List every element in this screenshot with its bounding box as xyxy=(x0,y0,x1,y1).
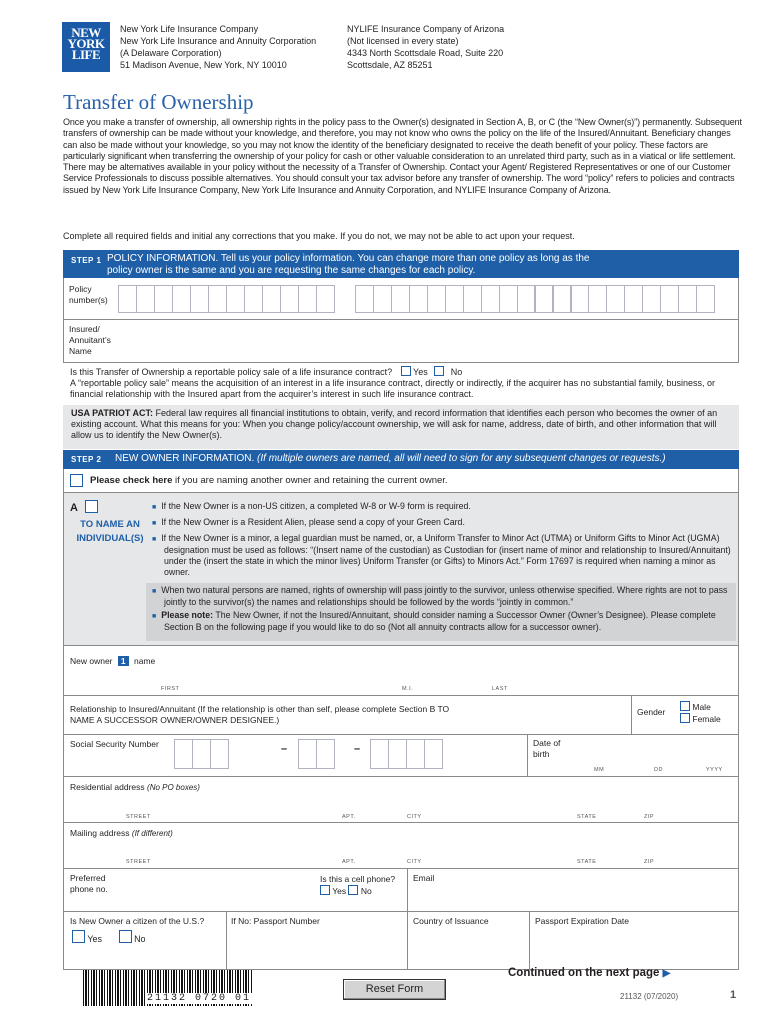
passport-number-input[interactable] xyxy=(231,928,406,964)
arrow-right-icon: ▶ xyxy=(662,968,671,979)
patriot-act-text: Federal law requires all financial institutions to obtain, verify, and record information that identifies each person who becomes the owner of an existing account. What this means for you: When you change policy/account ownership, we will ask for name, address, date of birth, and other information that will allow us to identify the New Owner(s). xyxy=(71,408,718,440)
step2-text xyxy=(115,453,666,464)
mail-addr-label: Mailing address xyxy=(70,828,130,838)
res-apt-caption: APT. xyxy=(342,814,356,820)
address-line: 4343 North Scottsdale Road, Suite 220 xyxy=(347,48,504,58)
bullet-item: ■ If the New Owner is a minor, a legal guardian must be named, or, a Uniform Transfer to Minor Act (UTMA) or Uniform Gifts to Minor Act (UGMA) designation must be used as follows: “(Insert name of the custodian) as Custodian for (insert name of minor and relationship to Insured/Annuitant) under the (insert the state in which the minor lives) Uniform Transfer (or Gifts) to Minors Act.” Form 17697 is required when naming a minor as owner. xyxy=(152,533,732,578)
reportable-definition: A “reportable policy sale” means the acquisition of an interest in a life insurance contract, directly or indirectly, if the acquirer has no substantial family, business, or financial relationship with the Insured apart from the acquirer’s interest in such life insurance contract. xyxy=(70,378,715,399)
ssn-input-part1[interactable] xyxy=(174,739,229,769)
step1-heading: POLICY INFORMATION. xyxy=(107,253,219,264)
gender-male-checkbox[interactable] xyxy=(680,701,690,711)
phone-label: Preferred phone no. xyxy=(70,873,108,894)
reportable-question xyxy=(70,366,462,377)
cell-yes-label: Yes xyxy=(332,886,347,896)
new-owner-form xyxy=(63,645,739,970)
section-a-box xyxy=(63,493,739,645)
new-owner-label: New owner xyxy=(70,656,113,666)
continued-text: Continued on the next page xyxy=(508,967,660,979)
please-note-head: Please note: xyxy=(161,610,214,620)
barcode-number: 21132 0720 01 xyxy=(147,993,252,1004)
retain-owner-text xyxy=(90,475,448,486)
gender-female-checkbox[interactable] xyxy=(680,713,690,723)
citizen-yes-checkbox[interactable] xyxy=(72,930,85,943)
section-a-checkbox[interactable] xyxy=(85,500,98,513)
section-a-title: TO NAME AN INDIVIDUAL(S) xyxy=(76,519,144,544)
logo-line: NEW xyxy=(71,25,101,40)
policy-number-row xyxy=(63,278,739,320)
intro-paragraph: Once you make a transfer of ownership, all ownership rights in the policy pass to the Owner(s) designated in Section A, B, or C (the “New Owner(s)”) permanently. Subsequent transfers of ownership can be made without your knowledge, and therefore, you may not know who owns the policy on the life of the Insured/Annuitant. Beneficiary changes can also be made without your knowledge, so you may not know the identity of the beneficiary designated to receive the death benefit of your policy. These factors are particularly significant when transferring the ownership of your policy for cash or other valuable consideration to an unrelated third party, such as in a viatical or life settlement. There may be alternatives available in your policy without the necessity of a Transfer of Ownership. Contact your Agent/ Registered Representatives or one of our Customer Service Professionals to discuss possible alternatives. You should consult your tax advisor before any transfer of ownership. The word “policy” refers to policies and contracts issued by New York Life Insurance Company, New York Life Insurance and Annuity Corporation, and NYLIFE Insurance Company of Arizona. xyxy=(63,117,742,195)
step1-text-line1: Tell us your policy information. You can change more than one policy as long as the xyxy=(220,253,590,264)
left-address-block xyxy=(120,23,316,71)
address-line: NYLIFE Insurance Company of Arizona xyxy=(347,24,505,34)
country-issuance-label: Country of Issuance xyxy=(413,916,489,926)
retain-owner-checkbox[interactable] xyxy=(70,474,83,487)
mail-city-caption: CITY xyxy=(407,859,422,865)
dob-input[interactable] xyxy=(574,738,734,768)
ssn-dash: – xyxy=(281,743,288,755)
ssn-input-part3[interactable] xyxy=(370,739,443,769)
name-label: name xyxy=(134,656,156,666)
relationship-label: Relationship to Insured/Annuitant (If the relationship is other than self, please complete Section B TO NAME A SUCCESSOR OWNER/OWNER DESIGNEE.) xyxy=(70,704,450,725)
residential-address-input[interactable] xyxy=(70,792,730,812)
please-note-text: The New Owner, if not the Insured/Annuitant, should consider naming a Successor Owner (Owner’s Designee). Please complete Section B on the following page if you would like to do so (Not all annuity contracts allow for a successor owner). xyxy=(164,610,716,632)
new-owner-number: 1 xyxy=(118,656,129,666)
address-line: New York Life Insurance Company xyxy=(120,24,259,34)
page-title: Transfer of Ownership xyxy=(63,90,254,114)
reportable-no-checkbox[interactable] xyxy=(434,366,444,376)
step2-header xyxy=(63,450,739,469)
ssn-label: Social Security Number xyxy=(70,739,159,749)
step1-header xyxy=(63,250,739,278)
reset-form-button[interactable]: Reset Form xyxy=(343,979,446,1000)
middle-initial-caption: M.I. xyxy=(402,686,414,692)
barcode xyxy=(83,970,253,1006)
mail-street-caption: STREET xyxy=(126,859,151,865)
continued-next-page xyxy=(508,967,670,979)
please-note-bullet xyxy=(152,610,730,633)
policy-number-input-3[interactable] xyxy=(534,285,715,313)
dob-mm-caption: MM xyxy=(594,767,605,773)
email-input[interactable] xyxy=(444,872,734,908)
section-a-bullets xyxy=(152,501,732,578)
last-name-caption: LAST xyxy=(492,686,508,692)
step1-text-line2: policy owner is the same and you are requesting the same changes for each policy. xyxy=(107,265,476,276)
mailing-address-input[interactable] xyxy=(70,838,730,858)
new-owner-name-input[interactable] xyxy=(164,656,734,682)
policy-number-label: Policy number(s) xyxy=(69,284,108,305)
email-label: Email xyxy=(413,873,435,883)
new-york-life-logo xyxy=(62,22,110,72)
reportable-question-text: Is this Transfer of Ownership a reportable policy sale of a life insurance contract? xyxy=(70,367,393,377)
page-number: 1 xyxy=(730,989,737,1001)
complete-note: Complete all required fields and initial any corrections that you make. If you do not, we may not be able to act upon your request. xyxy=(63,231,575,241)
insured-name-row[interactable] xyxy=(63,320,739,363)
reportable-yes-checkbox[interactable] xyxy=(401,366,411,376)
patriot-act-heading: USA PATRIOT ACT: xyxy=(71,408,153,418)
patriot-act-box xyxy=(63,405,739,449)
mail-state-caption: STATE xyxy=(577,859,597,865)
address-line: New York Life Insurance and Annuity Corporation xyxy=(120,36,317,46)
logo-line: YORK xyxy=(67,36,105,51)
address-line: Scottsdale, AZ 85251 xyxy=(347,60,433,70)
cell-question-text: Is this a cell phone? xyxy=(320,874,396,884)
mail-apt-caption: APT. xyxy=(342,859,356,865)
cell-no-checkbox[interactable] xyxy=(348,885,358,895)
policy-number-input-1[interactable] xyxy=(118,285,335,313)
dob-yyyy-caption: YYYY xyxy=(706,767,723,773)
reportable-yes-label: Yes xyxy=(413,367,428,377)
citizen-no-label: No xyxy=(134,934,146,944)
citizen-no-checkbox[interactable] xyxy=(119,930,132,943)
address-line: (Not licensed in every state) xyxy=(347,36,459,46)
address-line: (A Delaware Corporation) xyxy=(120,48,222,58)
cell-yes-checkbox[interactable] xyxy=(320,885,330,895)
passport-expiration-input[interactable] xyxy=(535,928,735,964)
step2-heading: NEW OWNER INFORMATION. xyxy=(115,453,255,464)
bullet-item: ■ If the New Owner is a Resident Alien, please send a copy of your Green Card. xyxy=(152,517,732,529)
insured-name-label: Insured/ Annuitant’s Name xyxy=(69,324,111,356)
first-name-caption: FIRST xyxy=(161,686,180,692)
passport-expiration-label: Passport Expiration Date xyxy=(535,916,630,926)
mail-zip-caption: ZIP xyxy=(644,859,655,865)
check-here-rest: if you are naming another owner and retaining the current owner. xyxy=(175,475,448,486)
res-zip-caption: ZIP xyxy=(644,814,655,820)
mail-addr-note: (If different) xyxy=(131,829,173,838)
citizen-yes-label: Yes xyxy=(87,934,103,944)
new-owner-name-label xyxy=(70,656,155,666)
res-state-caption: STATE xyxy=(577,814,597,820)
step2-subheading: (If multiple owners are named, all will need to sign for any subsequent changes or requests.) xyxy=(257,453,666,464)
country-issuance-input[interactable] xyxy=(413,928,528,964)
res-street-caption: STREET xyxy=(126,814,151,820)
passport-number-label: If No: Passport Number xyxy=(231,916,320,926)
citizen-options xyxy=(72,930,146,944)
right-address-block xyxy=(347,23,504,71)
dob-dd-caption: DD xyxy=(654,767,663,773)
section-a-notes xyxy=(146,583,736,641)
step1-text xyxy=(107,253,589,277)
residential-address-label xyxy=(70,782,200,792)
bullet-item: ■ If the New Owner is a non-US citizen, a completed W-8 or W-9 form is required. xyxy=(152,501,732,513)
citizen-question: Is New Owner a citizen of the U.S.? xyxy=(70,916,205,926)
res-city-caption: CITY xyxy=(407,814,422,820)
cell-no-label: No xyxy=(360,886,372,896)
ssn-input-part2[interactable] xyxy=(298,739,335,769)
step2-label: STEP 2 xyxy=(71,455,102,464)
logo-line: LIFE xyxy=(71,47,101,62)
gender-options xyxy=(680,701,721,725)
section-a-letter xyxy=(70,500,98,514)
cell-phone-question xyxy=(320,873,395,897)
relationship-input[interactable] xyxy=(70,698,630,733)
reportable-no-label: No xyxy=(450,367,463,377)
phone-input[interactable] xyxy=(130,872,300,908)
res-addr-label: Residential address xyxy=(70,782,145,792)
address-line: 51 Madison Avenue, New York, NY 10010 xyxy=(120,60,287,70)
check-here-bold: Please check here xyxy=(90,475,173,486)
dob-label: Date of birth xyxy=(533,738,561,759)
male-label: Male xyxy=(692,702,711,712)
section-letter: A xyxy=(70,502,78,514)
gender-label: Gender xyxy=(637,707,666,717)
ssn-dash: – xyxy=(354,743,361,755)
form-number: 21132 (07/2020) xyxy=(620,992,679,1001)
res-addr-note: (No PO boxes) xyxy=(147,783,200,792)
joint-owners-bullet: ■ When two natural persons are named, rights of ownership will pass jointly to the survivor, unless otherwise specified. Where rights are not to pass jointly to the survivor(s) the names and relationships should be followed by the words “jointly in common.” xyxy=(152,585,730,608)
step1-label: STEP 1 xyxy=(71,256,102,265)
female-label: Female xyxy=(692,714,721,724)
retain-owner-row xyxy=(63,469,739,493)
mailing-address-label xyxy=(70,828,173,838)
